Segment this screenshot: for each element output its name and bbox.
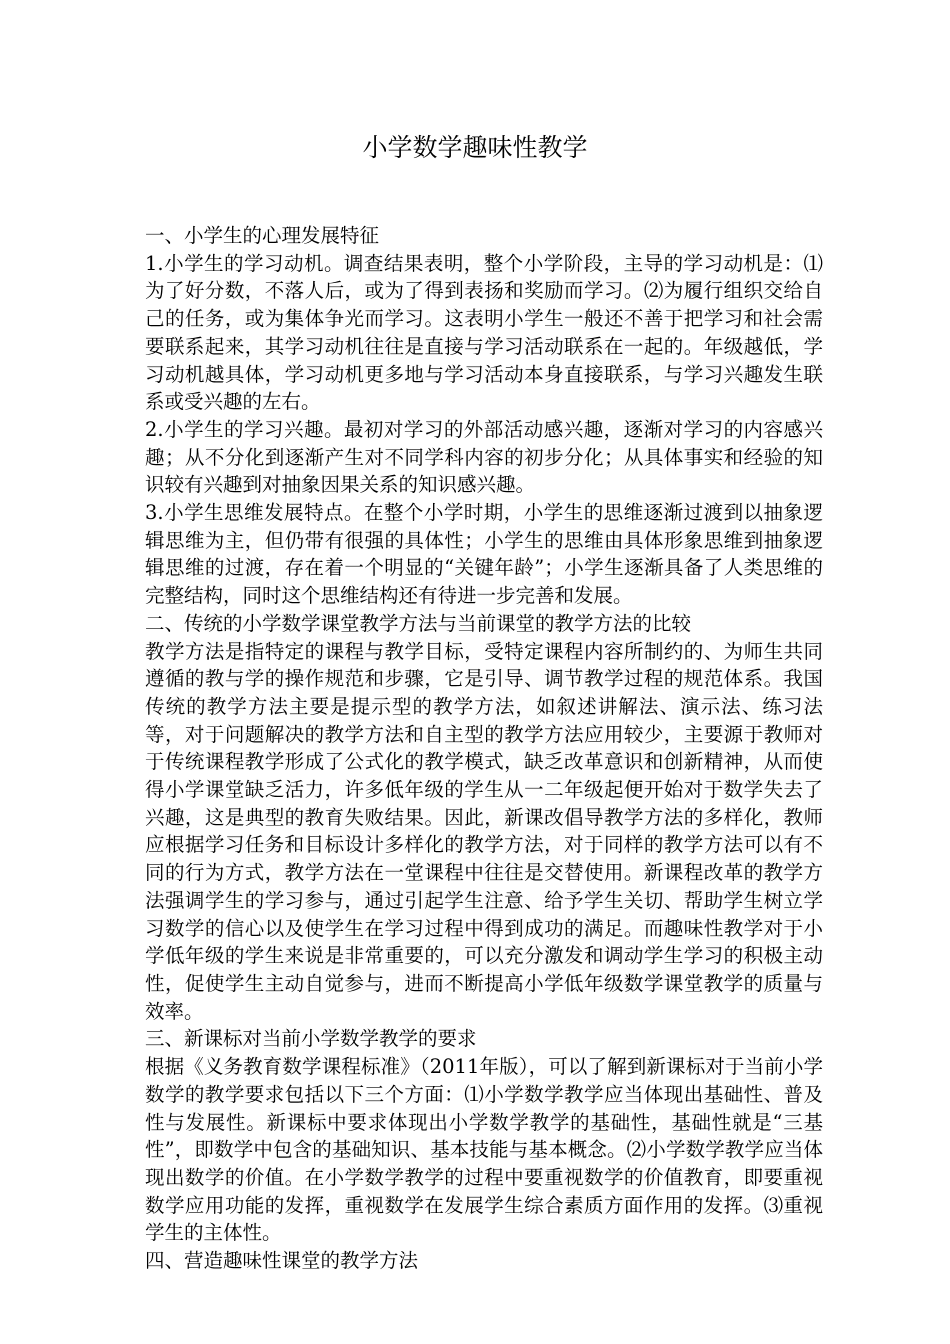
- section-heading-2: 二、传统的小学数学课堂教学方法与当前课堂的教学方法的比较: [145, 611, 692, 635]
- document-title: 小学数学趣味性教学: [362, 133, 588, 162]
- section-heading-1: 一、小学生的心理发展特征: [145, 224, 380, 247]
- paragraph-learning-motivation: 1.小学生的学习动机。调查结果表明，整个小学阶段，主导的学习动机是：⑴为了好分数，不落人后，或为了得到表扬和奖励而学习。⑵为履行组织交给自己的任务，或为集体争光而学习。这表明小学生一般还不善于把学习和社会需要联系起来，其学习动机往往是直接与学习活动联系在一起的。年级越低，学习动机越具体，学习动机更多地与学习活动本身直接联系，与学习兴趣发生联系或受兴趣的左右。: [145, 251, 823, 414]
- document-body: [145, 222, 823, 1275]
- section-heading-3: 三、新课标对当前小学数学教学的要求: [145, 1027, 477, 1051]
- paragraph-teaching-methods: 教学方法是指特定的课程与教学目标，受特定课程内容所制约的、为师生共同遵循的教与学的操作规范和步骤，它是引导、调节教学过程的规范体系。我国传统的教学方法主要是提示型的教学方法，如叙述讲解法、演示法、练习法等，对于问题解决的教学方法和自主型的教学方法应用较少，主要源于教师对于传统课程教学形成了公式化的教学模式，缺乏改革意识和创新精神，从而使得小学课堂缺乏活力，许多低年级的学生从一二年级起便开始对于数学失去了兴趣，这是典型的教育失败结果。因此，新课改倡导教学方法的多样化，教师应根据学习任务和目标设计多样化的教学方法，对于同样的教学方法可以有不同的行为方式，教学方法在一堂课程中往往是交替使用。新课程改革的教学方法强调学生的学习参与，通过引起学生注意、给予学生关切、帮助学生树立学习数学的信心以及使学生在学习过程中得到成功的满足。而趣味性教学对于小学低年级的学生来说是非常重要的，可以充分激发和调动学生学习的积极主动性，促使学生主动自觉参与，进而不断提高小学低年级数学课堂教学的质量与效率。: [145, 639, 823, 1023]
- paragraph-thinking-development: 3.小学生思维发展特点。在整个小学时期，小学生的思维逐渐过渡到以抽象逻辑思维为主，但仍带有很强的具体性；小学生的思维由具体形象思维到抽象逻辑思维的过渡，存在着一个明显的“关键年龄”；小学生逐渐具备了人类思维的完整结构，同时这个思维结构还有待进一步完善和发展。: [145, 501, 823, 608]
- section-heading-4: 四、营造趣味性课堂的教学方法: [145, 1249, 419, 1273]
- paragraph-learning-interest: 2.小学生的学习兴趣。最初对学习的外部活动感兴趣，逐渐对学习的内容感兴趣；从不分化到逐渐产生对不同学科内容的初步分化；从具体事实和经验的知识较有兴趣到对抽象因果关系的知识感兴趣。: [145, 417, 823, 497]
- paragraph-curriculum-standard: 根据《义务教育数学课程标准》（2011年版），可以了解到新课标对于当前小学数学的教学要求包括以下三个方面：⑴小学数学教学应当体现出基础性、普及性与发展性。新课标中要求体现出小学数学教学的基础性，基础性就是“三基性”，即数学中包含的基础知识、基本技能与基本概念。⑵小学数学教学应当体现出数学的价值。在小学数学教学的过程中要重视数学的价值教育，即要重视数学应用功能的发挥，重视数学在发展学生综合素质方面作用的发挥。⑶重视学生的主体性。: [145, 1055, 823, 1245]
